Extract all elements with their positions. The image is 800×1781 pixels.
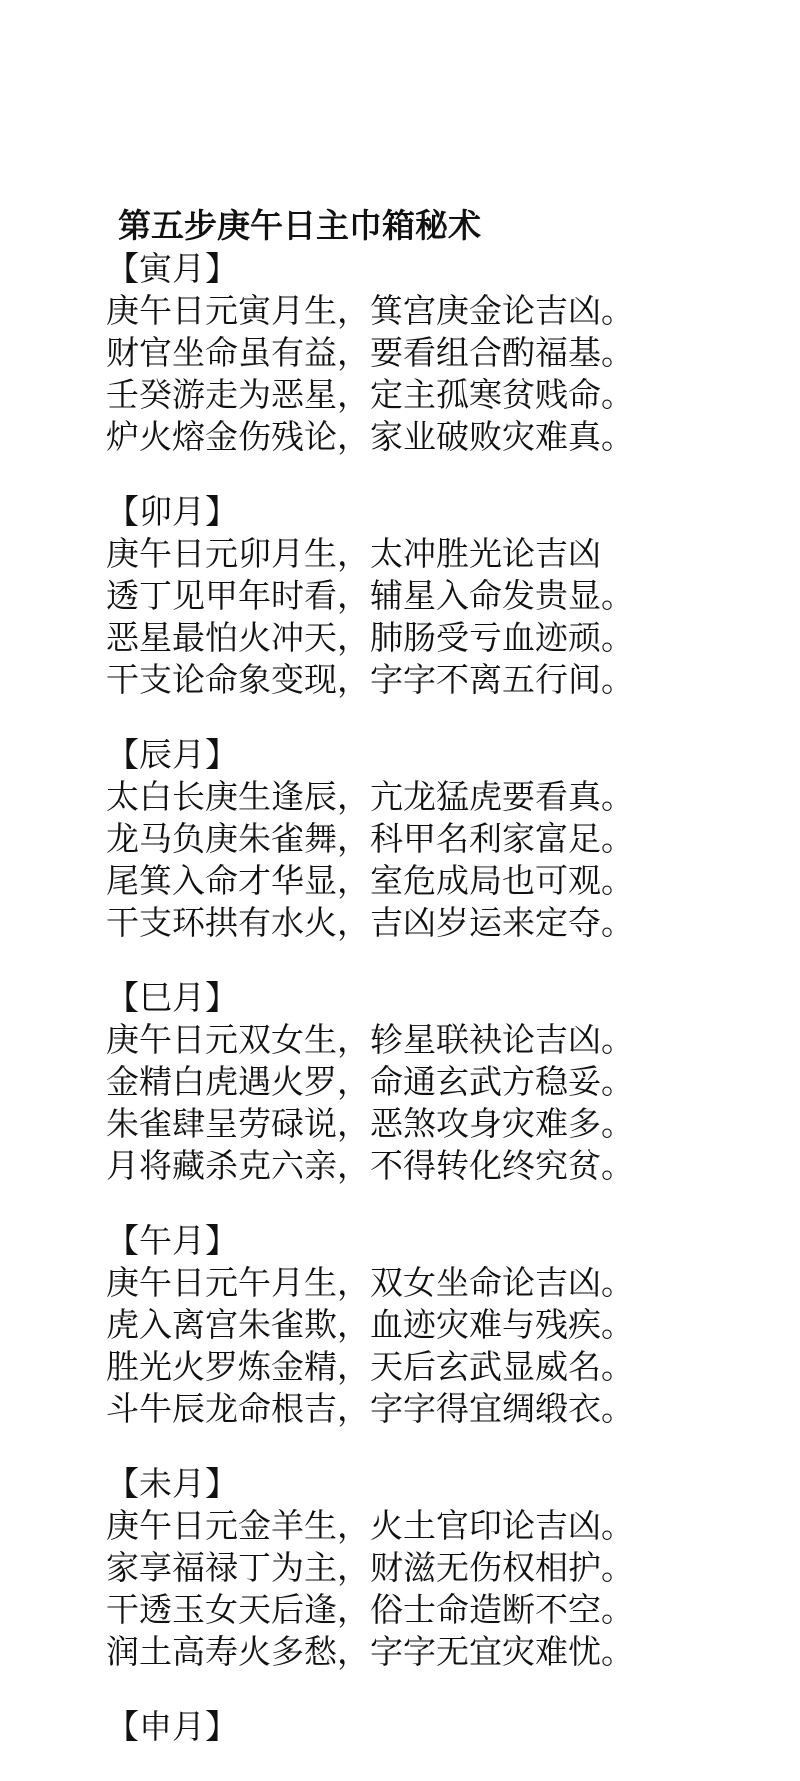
section-heading: 【卯月】 bbox=[106, 492, 238, 531]
verse-line: 虎入离宫朱雀欺，血迹灾难与残疾。 bbox=[106, 1305, 634, 1344]
verse-line: 庚午日元卯月生，太冲胜光论吉凶 bbox=[106, 534, 601, 573]
section-shen-month bbox=[106, 1706, 796, 1748]
section-heading: 【未月】 bbox=[106, 1464, 238, 1503]
section-heading: 【午月】 bbox=[106, 1221, 238, 1260]
verse-line: 庚午日元寅月生，箕宫庚金论吉凶。 bbox=[106, 291, 634, 330]
verse-line: 龙马负庚朱雀舞，科甲名利家富足。 bbox=[106, 819, 634, 858]
document-body bbox=[106, 248, 796, 1781]
section-chen-month bbox=[106, 734, 796, 944]
section-wu-month bbox=[106, 1220, 796, 1430]
verse-line: 庚午日元金羊生，火土官印论吉凶。 bbox=[106, 1506, 634, 1545]
verse-line: 干支论命象变现，字字不离五行间。 bbox=[106, 660, 634, 699]
document-title: 第五步庚午日主巾箱秘术 bbox=[118, 206, 481, 245]
verse-line: 太白长庚生逢辰，亢龙猛虎要看真。 bbox=[106, 777, 634, 816]
verse-line: 月将藏杀克六亲，不得转化终究贫。 bbox=[106, 1146, 634, 1185]
section-mao-month bbox=[106, 491, 796, 701]
verse-line: 财官坐命虽有益，要看组合酌福基。 bbox=[106, 333, 634, 372]
verse-line: 干支环拱有水火，吉凶岁运来定夺。 bbox=[106, 903, 634, 942]
section-wei-month bbox=[106, 1463, 796, 1673]
section-heading: 【寅月】 bbox=[106, 249, 238, 288]
verse-line: 尾箕入命才华显，室危成局也可观。 bbox=[106, 861, 634, 900]
verse-line: 庚午日元午月生，双女坐命论吉凶。 bbox=[106, 1263, 634, 1302]
verse-line: 家享福禄丁为主，财滋无伤权相护。 bbox=[106, 1548, 634, 1587]
verse-line: 干透玉女天后逢，俗士命造断不空。 bbox=[106, 1590, 634, 1629]
verse-line: 透丁见甲年时看，辅星入命发贵显。 bbox=[106, 576, 634, 615]
verse-line: 润土高寿火多愁，字字无宜灾难忧。 bbox=[106, 1632, 634, 1671]
verse-line: 朱雀肆呈劳碌说，恶煞攻身灾难多。 bbox=[106, 1104, 634, 1143]
verse-line: 庚午日元双女生，轸星联袂论吉凶。 bbox=[106, 1020, 634, 1059]
section-si-month bbox=[106, 977, 796, 1187]
verse-line: 壬癸游走为恶星，定主孤寒贫贱命。 bbox=[106, 375, 634, 414]
section-heading: 【辰月】 bbox=[106, 735, 238, 774]
section-heading: 【巳月】 bbox=[106, 978, 238, 1017]
verse-line: 炉火熔金伤残论，家业破败灾难真。 bbox=[106, 417, 634, 456]
verse-line: 恶星最怕火冲天，肺肠受亏血迹顽。 bbox=[106, 618, 634, 657]
verse-line: 斗牛辰龙命根吉，字字得宜绸缎衣。 bbox=[106, 1389, 634, 1428]
section-yin-month bbox=[106, 248, 796, 458]
verse-line: 胜光火罗炼金精，天后玄武显威名。 bbox=[106, 1347, 634, 1386]
verse-line: 金精白虎遇火罗，命通玄武方稳妥。 bbox=[106, 1062, 634, 1101]
section-heading: 【申月】 bbox=[106, 1707, 238, 1746]
